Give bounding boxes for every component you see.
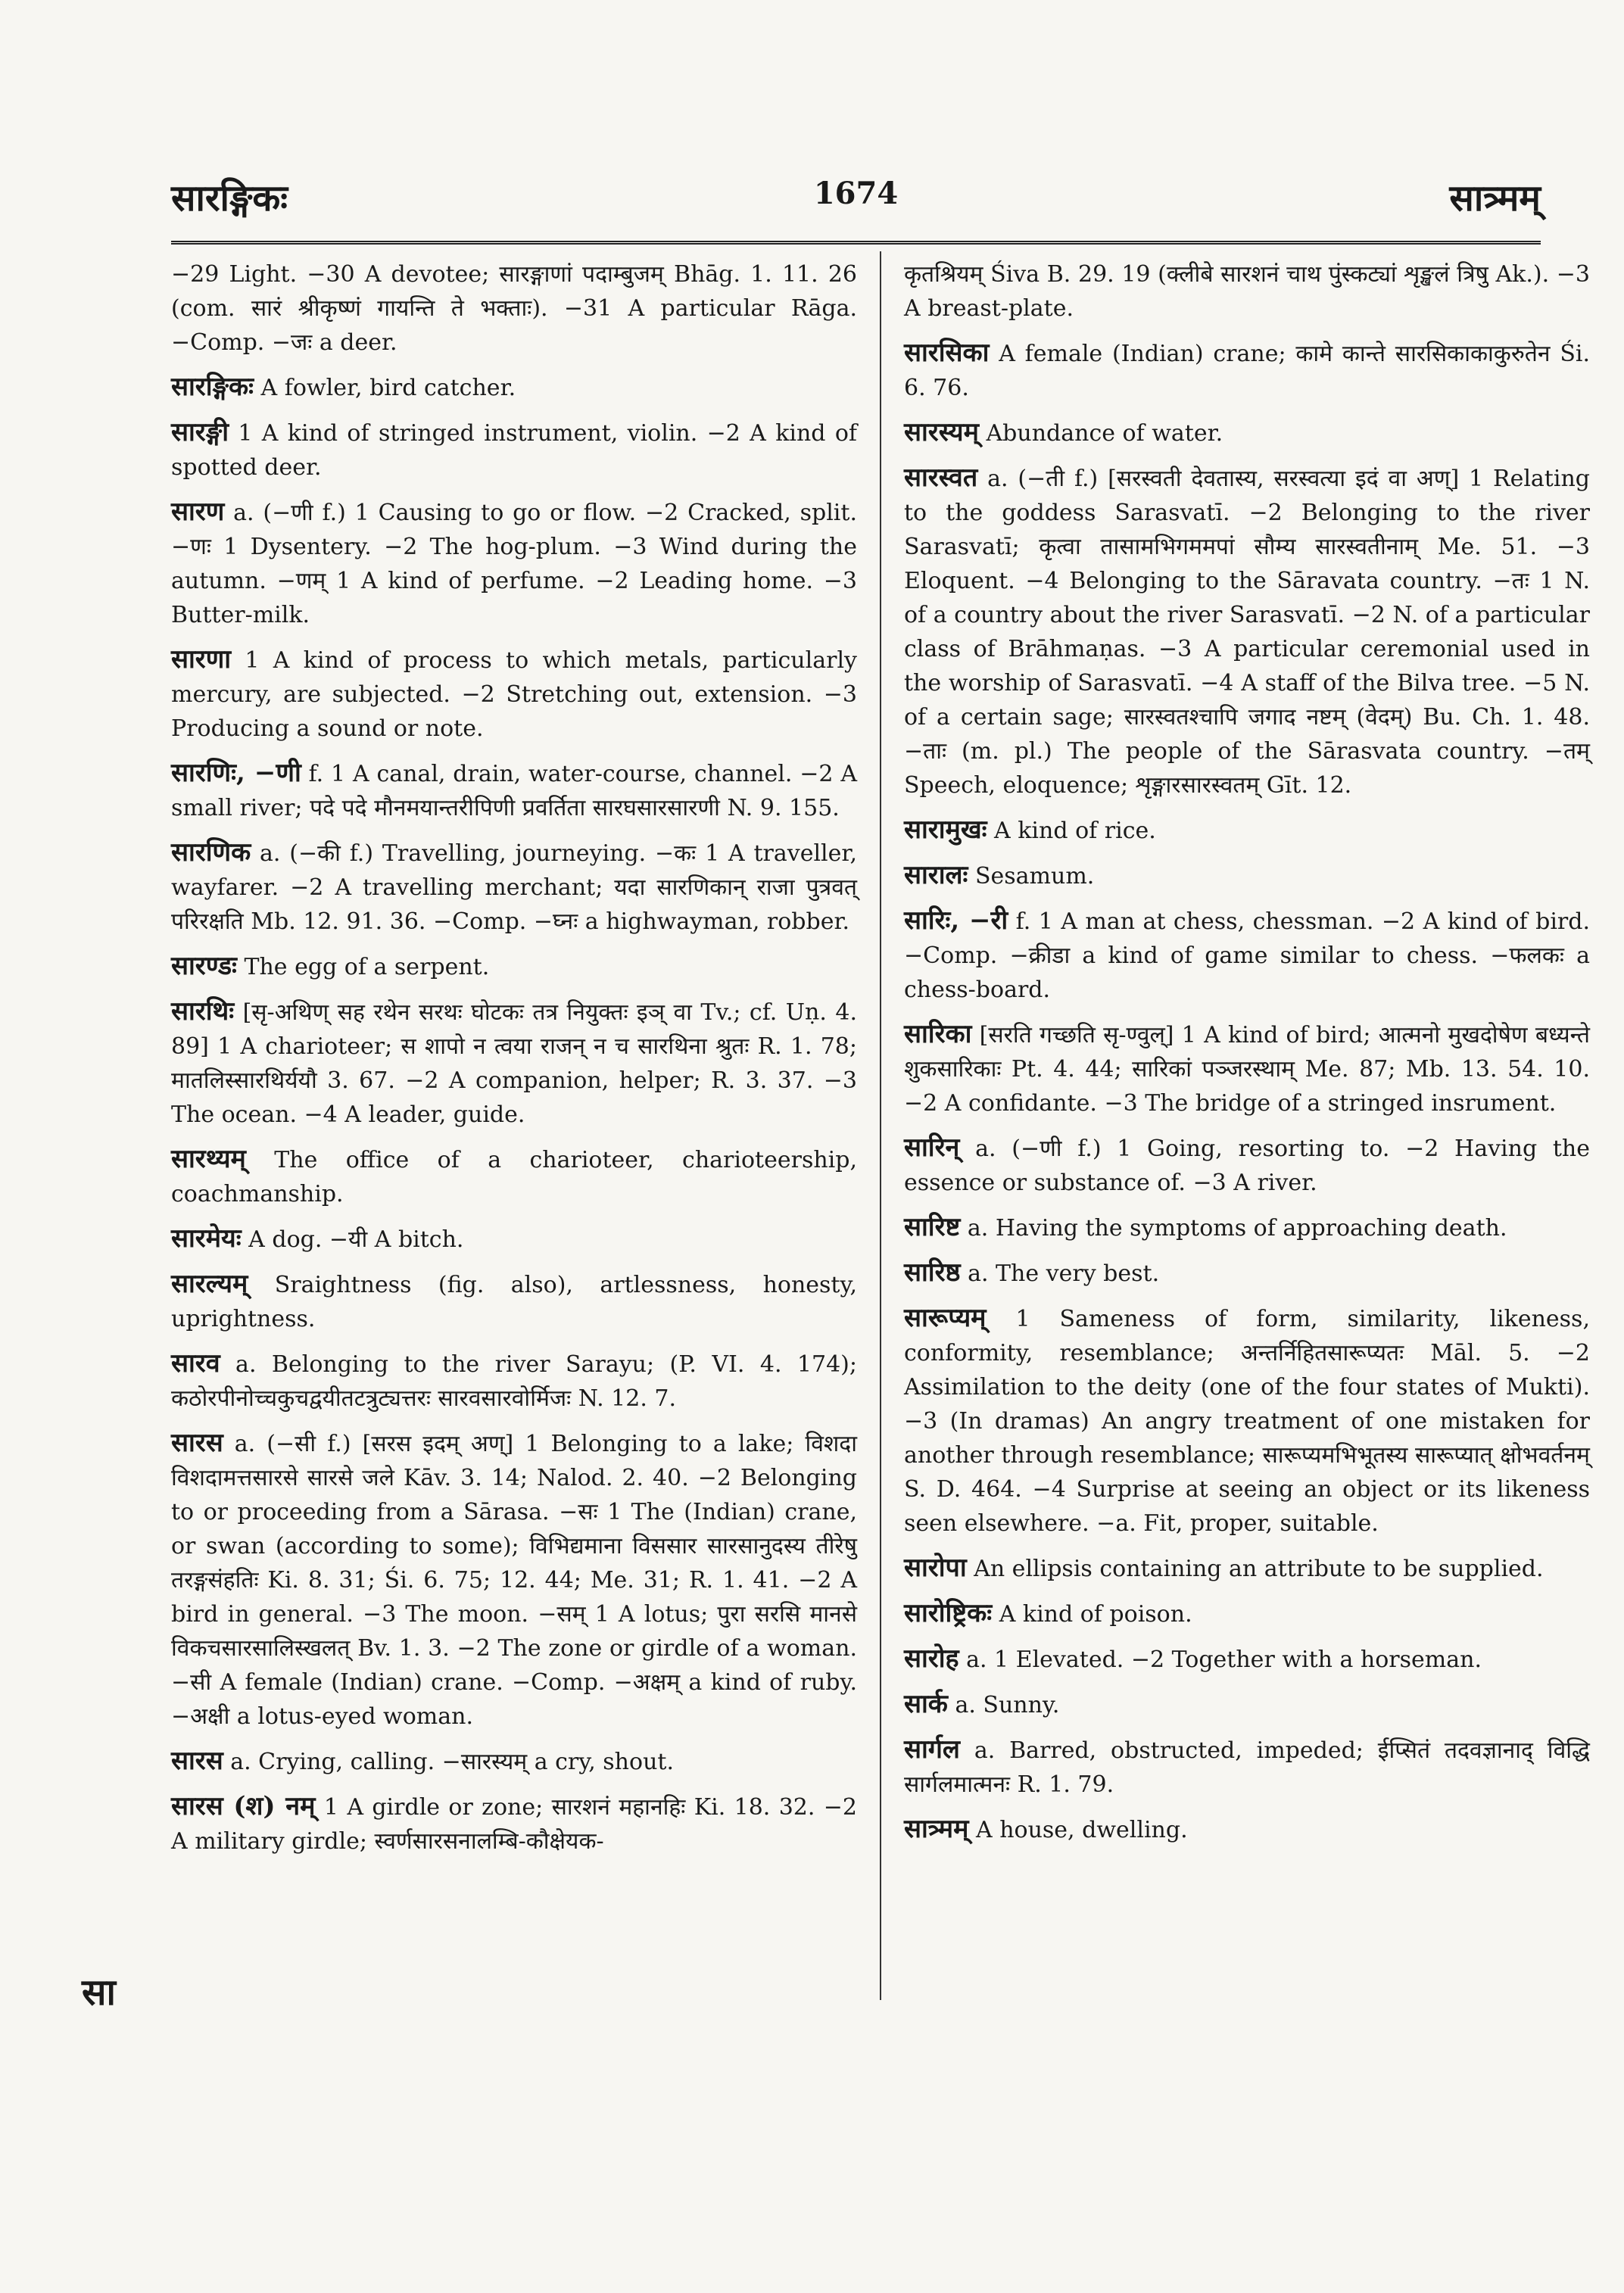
entry-headword: सारणिः, −णी — [171, 758, 301, 788]
right-column — [904, 257, 1590, 1858]
dictionary-entry — [171, 995, 857, 1132]
left-column — [171, 257, 857, 1869]
column-divider — [880, 251, 881, 2000]
entry-headword: सारल्यम् — [171, 1269, 248, 1299]
entry-headword: सारस — [171, 1746, 223, 1776]
dictionary-entry — [904, 1301, 1590, 1541]
entry-headword: सारिः, −री — [904, 905, 1008, 936]
entry-definition: −29 Light. −30 A devotee; सारङ्गाणां पदाम्बुजम् Bhāg. 1. 11. 26 (com. सारं श्रीकृष्णं गायन्ति ते भक्ताः). −31 A particular Rāga. −Comp. −जः a deer. — [171, 261, 857, 356]
entry-headword: सार्गल — [904, 1734, 960, 1765]
dictionary-entry — [904, 336, 1590, 405]
entry-definition: Sesamum. — [968, 863, 1095, 889]
running-headword-left: सारङ्गिकः — [171, 177, 288, 220]
dictionary-entry — [904, 1210, 1590, 1245]
dictionary-entry — [171, 1222, 857, 1257]
entry-headword: सारणा — [171, 644, 232, 675]
entry-headword: सारथ्यम् — [171, 1144, 246, 1174]
entry-headword: सारालः — [904, 860, 968, 890]
entry-headword: सारिन् — [904, 1132, 960, 1163]
entry-definition: a. Barred, obstructed, impeded; ईप्सितं तदवज्ञानाद् विद्धि सार्गलमात्मनः R. 1. 79. — [904, 1737, 1590, 1798]
entry-definition: a. (−णी f.) 1 Going, resorting to. −2 Having the essence or substance of. −3 A river. — [904, 1136, 1590, 1196]
dictionary-entry — [171, 495, 857, 632]
dictionary-entry — [904, 1551, 1590, 1586]
entry-definition: A fowler, bird catcher. — [254, 375, 516, 401]
entry-headword: सारूप्यम् — [904, 1303, 987, 1333]
dictionary-entry — [171, 1347, 857, 1416]
dictionary-entry — [171, 1426, 857, 1734]
entry-definition: a. (−सी f.) [सरस इदम् अण्] 1 Belonging to a lake; विशदा विशदामत्तसारसे सारसे जले Kāv. 3. 14; Nalod. 2. 40. −2 Belonging to or proceeding from a Sārasa. −सः 1 The (Indian) crane, or swan (according to some); विभिद्यमाना विससार सारसानुदस्य तीरेषु तरङ्गसंहतिः Ki. 8. 31; Śi. 6. 75; 12. 44; Me. 31; R. 1. 41. −2 A bird in general. −3 The moon. −सम् 1 A lotus; पुरा सरसि मानसे विकचसारसालिस्खलत् Bv. 1. 3. −2 The zone or girdle of a woman. −सी A female (Indian) crane. −Comp. −अक्षम् a kind of ruby. −अक्षी a lotus-eyed woman. — [171, 1431, 857, 1730]
page-number: 1674 — [813, 176, 899, 211]
dictionary-entry — [171, 1267, 857, 1336]
entry-definition: a. (−ती f.) [सरस्वती देवतास्य, सरस्वत्या इदं वा अण्] 1 Relating to the goddess Sarasvatī. −2 Belonging to the river Sarasvatī; कृत्वा तासामभिगममपां सौम्य सारस्वतीनाम् Me. 51. −3 Eloquent. −4 Belonging to the Sāravata country. −तः 1 N. of a country about the river Sarasvatī. −2 N. of a particular class of Brāhmaṇas. −3 A particular ceremonial used in the worship of Sarasvatī. −4 A staff of the Bilva tree. −5 N. of a certain sage; सारस्वतश्चापि जगाद नष्टम् (वेदम्) Bu. Ch. 1. 48. −ताः (m. pl.) The people of the Sārasvata country. −तम् Speech, eloquence; शृङ्गारसारस्वतम् Gīt. 12. — [904, 466, 1590, 799]
entry-headword: सारोपा — [904, 1553, 967, 1583]
dictionary-entry — [904, 461, 1590, 802]
dictionary-entry — [171, 949, 857, 984]
entry-definition: f. 1 A canal, drain, water-course, channel. −2 A small river; पदे पदे मौनमयान्तरीपिणी प्रवर्तिता सारघसारसारणी N. 9. 155. — [171, 761, 857, 821]
dictionary-entry — [171, 1142, 857, 1211]
entry-definition: कृतश्रियम् Śiva B. 29. 19 (क्लीबे सारशनं चाथ पुंस्कट्यां शृङ्खलं त्रिषु Ak.). −3 A breast-plate. — [904, 261, 1590, 322]
dictionary-entry — [171, 836, 857, 939]
page-header — [171, 173, 1541, 233]
entry-definition: 1 A girdle or zone; सारशनं महानहिः Ki. 18. 32. −2 A military girdle; स्वर्णसारसनालम्बि-कौक्षेयक- — [171, 1794, 857, 1855]
entry-definition: A kind of rice. — [987, 818, 1156, 844]
dictionary-entry — [904, 813, 1590, 848]
entry-headword: सार्क — [904, 1689, 948, 1719]
entry-definition: A female (Indian) crane; कामे कान्ते सारसिकाकाकुरुतेन Śi. 6. 76. — [904, 341, 1590, 401]
entry-headword: सारिष्ट — [904, 1212, 961, 1242]
dictionary-entry — [171, 1790, 857, 1858]
entry-definition: A dog. −यी A bitch. — [241, 1226, 464, 1253]
dictionary-entry — [904, 1687, 1590, 1722]
entry-definition: 1 A kind of process to which metals, particularly mercury, are subjected. −2 Stretching out, extension. −3 Producing a sound or note. — [171, 647, 857, 742]
entry-definition: A house, dwelling. — [968, 1817, 1188, 1843]
entry-definition: a. Having the symptoms of approaching death. — [960, 1215, 1507, 1242]
entry-definition: a. Sunny. — [947, 1692, 1060, 1718]
entry-definition: f. 1 A man at chess, chessman. −2 A kind of bird. −Comp. −क्रीडा a kind of game similar to chess. −फलकः a chess-board. — [904, 908, 1590, 1003]
entry-headword: सात्र्मम् — [904, 1814, 969, 1844]
dictionary-entry — [904, 1131, 1590, 1200]
entry-headword: सारण्डः — [171, 951, 237, 981]
entry-definition: The office of a charioteer, charioteership, coachmanship. — [171, 1147, 857, 1207]
entry-definition: A kind of poison. — [992, 1601, 1192, 1628]
entry-definition: Sraightness (fig. also), artlessness, honesty, uprightness. — [171, 1272, 857, 1332]
entry-definition: 1 Sameness of form, similarity, likeness, conformity, resemblance; अन्तर्निहितसारूप्यतः Māl. 5. −2 Assimilation to the deity (one of the four states of Mukti). −3 (In dramas) An angry treatment of one mistaken for another through resemblance; सारूप्यमभिभूतस्य सारूप्यात् क्षोभवर्तनम् S. D. 464. −4 Surprise at seeing an object or its likeness seen elsewhere. −a. Fit, proper, suitable. — [904, 1306, 1590, 1537]
dictionary-entry — [904, 416, 1590, 450]
thumb-index-mark: सा — [82, 1971, 116, 2014]
entry-headword: सारस (श) नम् — [171, 1791, 316, 1821]
entry-headword: सारमेयः — [171, 1223, 242, 1254]
entry-headword: सारस्यम् — [904, 417, 979, 447]
dictionary-entry — [904, 1812, 1590, 1847]
entry-definition: [सरति गच्छति सृ-ण्वुल्] 1 A kind of bird; आत्मनो मुखदोषेण बध्यन्ते शुकसारिकाः Pt. 4. 44; सारिकां पञ्जरस्थाम् Me. 87; Mb. 13. 54. 10. −2 A confidante. −3 The bridge of a stringed insrument. — [904, 1022, 1590, 1117]
entry-headword: सारिका — [904, 1019, 972, 1049]
dictionary-entry — [171, 1744, 857, 1779]
entry-headword: सारिष्ठ — [904, 1257, 961, 1288]
dictionary-entry — [904, 1017, 1590, 1120]
entry-headword: सारथिः — [171, 996, 235, 1027]
running-headword-right: सात्र्मम् — [1449, 177, 1541, 220]
dictionary-entry — [904, 1642, 1590, 1677]
header-rule — [171, 241, 1541, 245]
entry-definition: a. Belonging to the river Sarayu; (P. VI. 4. 174); कठोरपीनोच्चकुचद्वयीतटत्रुट्यत्तरः सारवसारवोर्मिजः N. 12. 7. — [171, 1351, 857, 1412]
entry-headword: सारङ्गी — [171, 417, 229, 447]
entry-headword: सारस — [171, 1428, 223, 1458]
entry-definition: [सृ-अथिण् सह रथेन सरथः घोटकः तत्र नियुक्तः इञ् वा Tv.; cf. Uṇ. 4. 89] 1 A charioteer; स शापो न त्वया राजन् न च सारथिना श्रुतः R. 1. 78; मातलिस्सारथिर्ययौ 3. 67. −2 A companion, helper; R. 3. 37. −3 The ocean. −4 A leader, guide. — [171, 999, 857, 1128]
dictionary-entry — [904, 1733, 1590, 1802]
entry-definition: a. (−णी f.) 1 Causing to go or flow. −2 Cracked, split. −णः 1 Dysentery. −2 The hog-plum. −3 Wind during the autumn. −णम् 1 A kind of perfume. −2 Leading home. −3 Butter-milk. — [171, 500, 857, 628]
entry-headword: सारङ्गिकः — [171, 372, 254, 402]
dictionary-entry — [171, 416, 857, 484]
entry-headword: सारण — [171, 497, 225, 527]
dictionary-entry — [171, 257, 857, 360]
entry-headword: सारणिक — [171, 837, 251, 868]
entry-definition: Abundance of water. — [978, 420, 1223, 447]
entry-headword: सारोष्ट्रिकः — [904, 1598, 993, 1628]
entry-definition: The egg of a serpent. — [236, 954, 490, 980]
dictionary-entry — [904, 1597, 1590, 1631]
dictionary-entry — [904, 858, 1590, 893]
entry-headword: सारसिका — [904, 338, 990, 368]
dictionary-entry — [171, 643, 857, 746]
entry-headword: सारामुखः — [904, 815, 987, 845]
dictionary-entry — [904, 1256, 1590, 1291]
entry-headword: सारव — [171, 1348, 220, 1379]
dictionary-entry — [904, 904, 1590, 1007]
dictionary-entry — [171, 756, 857, 825]
entry-definition: a. Crying, calling. −सारस्यम् a cry, shout. — [223, 1749, 674, 1775]
entry-headword: सारस्वत — [904, 463, 978, 493]
entry-definition: 1 A kind of stringed instrument, violin. −2 A kind of spotted deer. — [171, 420, 857, 481]
entry-definition: a. The very best. — [960, 1260, 1160, 1287]
entry-definition: a. (−की f.) Travelling, journeying. −कः 1 A traveller, wayfarer. −2 A travelling merchant; यदा सारणिकान् राजा पुत्रवत् परिरक्षति Mb. 12. 91. 36. −Comp. −घ्नः a highwayman, robber. — [171, 840, 857, 935]
entry-definition: An ellipsis containing an attribute to be supplied. — [966, 1556, 1544, 1582]
entry-definition: a. 1 Elevated. −2 Together with a horseman. — [959, 1647, 1482, 1673]
dictionary-entry — [171, 370, 857, 405]
entry-headword: सारोह — [904, 1643, 959, 1674]
dictionary-entry — [904, 257, 1590, 326]
